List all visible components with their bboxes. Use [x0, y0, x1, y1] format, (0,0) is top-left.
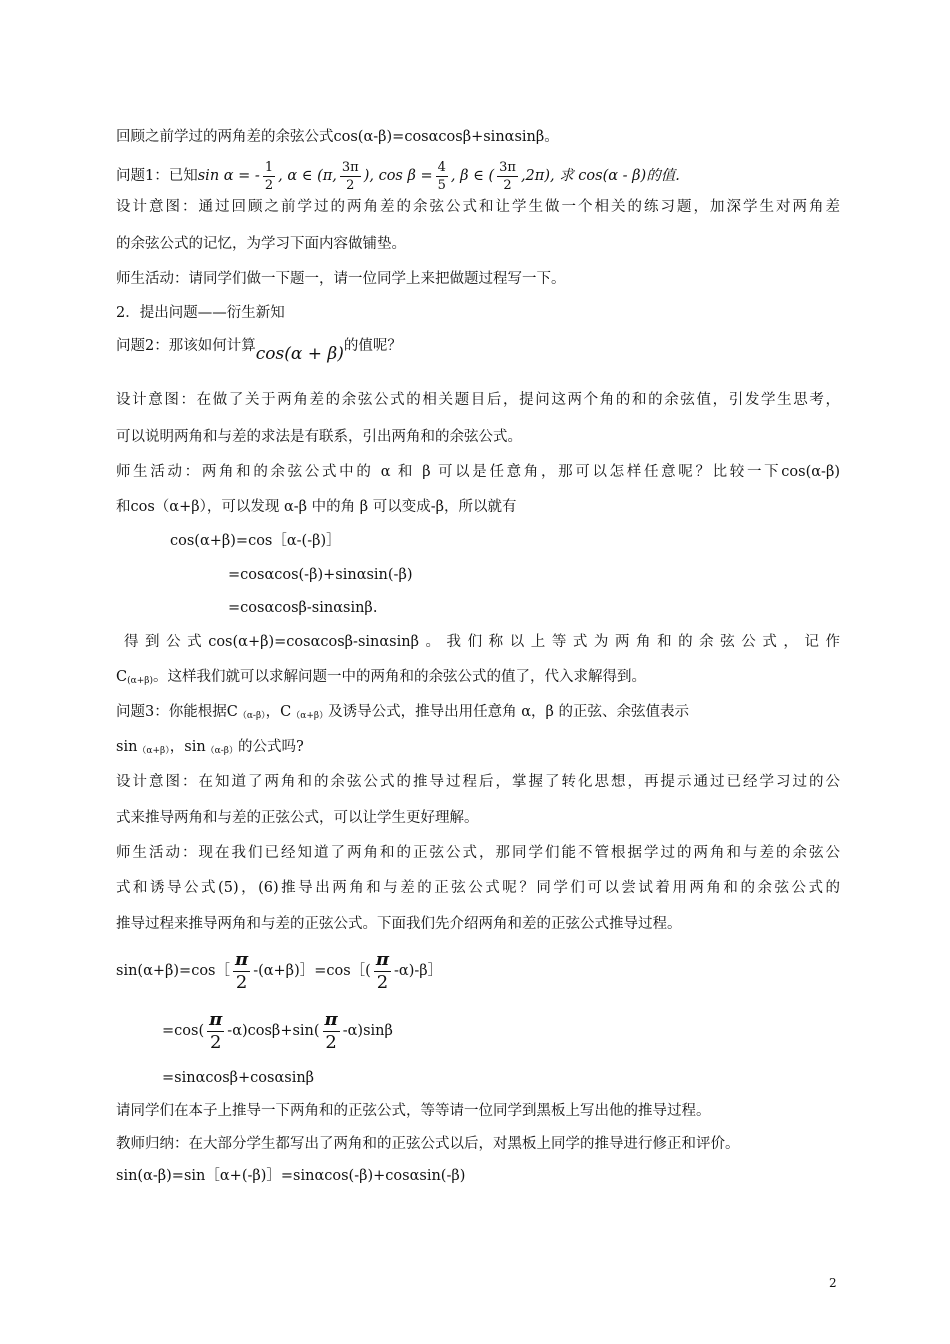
notation-text: 。这样我们就可以求解问题一中的两角和的余弦公式的值了，代入求解得到。: [152, 669, 646, 685]
fraction-pi-2: [233, 948, 250, 993]
fraction-denominator: 2: [325, 1031, 337, 1053]
activity-2a: 师生活动：两角和的余弦公式中的 α 和 β 可以是任意角，那可以怎样任意呢？比较一下cos(α-β): [116, 464, 840, 480]
fraction-denominator: 5: [437, 177, 446, 193]
d2-text-a: =cos(: [162, 1023, 205, 1039]
fraction-pi-2-c: [207, 1008, 224, 1053]
fraction-pi-2-b: [374, 948, 391, 993]
activity-3a: 师生活动：现在我们已经知道了两角和的正弦公式，那同学们能不管根据学过的两角和与差的余弦公: [116, 845, 840, 861]
d1-text-a: sin(α+β)=cos［: [116, 963, 230, 979]
fraction-numerator: 4: [437, 159, 446, 175]
q3b-text-c: 的公式吗?: [238, 739, 304, 755]
fraction-1-2: [263, 161, 275, 192]
fraction-denominator: 2: [264, 177, 274, 193]
fraction-numerator: 3π: [341, 159, 359, 175]
q3b-subscript-1: （α+β）: [137, 746, 170, 756]
fraction-denominator: 2: [503, 177, 512, 193]
q3-subscript-2: （α+β）: [291, 711, 329, 721]
d1-text-b: -(α+β)］=cos［(: [253, 963, 371, 979]
q1-beta-range-b: ,2π), 求 cos(α - β)的值.: [520, 168, 680, 184]
fraction-numerator: π: [235, 948, 249, 970]
fraction-numerator: π: [209, 1008, 223, 1030]
activity-3b: 式和诱导公式(5)，(6)推导出两角和与差的正弦公式呢？同学们可以尝试着用两角和的余弦公式的: [116, 880, 840, 896]
fraction-3pi-2: [340, 161, 361, 192]
q3b-subscript-2: （α-β）: [205, 746, 238, 756]
fraction-numerator: π: [324, 1008, 338, 1030]
q2-suffix: 的值呢？: [343, 338, 402, 354]
result-formula-line: 得到公式cos(α+β)=cosαcosβ-sinαsinβ。我们称以上等式为两角和的余弦公式，记作: [124, 634, 840, 650]
design-intent-3b: 式来推导两角和与差的正弦公式，可以让学生更好理解。: [116, 810, 479, 826]
q3-text-b: ，C: [265, 704, 292, 720]
derivation-sin-3: =sinαcosβ+cosαsinβ: [162, 1070, 315, 1086]
design-intent-3a: 设计意图：在知道了两角和的余弦公式的推导过程后，掌握了转化思想，再提示通过已经学习过的公: [116, 774, 840, 790]
design-intent-2a: 设计意图：在做了关于两角差的余弦公式的相关题目后，提问这两个角的和的余弦值，引发学生思考，: [116, 392, 840, 408]
notation-line: [116, 667, 646, 691]
q2-formula: cos(α + β): [255, 344, 344, 364]
derivation-sin-1: [116, 948, 442, 994]
q1-alpha-range-a: , α ∈ (π,: [278, 168, 337, 184]
fraction-denominator: 2: [376, 971, 389, 993]
question-3b: [116, 737, 304, 761]
teacher-summary: 教师归纳：在大部分学生都写出了两角和的正弦公式以后，对黑板上同学的推导进行修正和评价。: [116, 1136, 740, 1152]
question-2: [116, 332, 402, 364]
d1-text-c: -α)-β］: [394, 963, 443, 979]
q3-text-a: 问题3：你能根据C: [116, 704, 238, 720]
q3-subscript-1: （α-β）: [237, 711, 266, 721]
page-number: 2: [829, 1276, 837, 1290]
question-1: [116, 156, 680, 196]
fraction-numerator: π: [375, 948, 390, 970]
derivation-sin-2: [162, 1008, 393, 1054]
design-intent-1b: 的余弦公式的记忆，为学习下面内容做铺垫。: [116, 236, 406, 252]
q3-text-c: 及诱导公式，推导出用任意角 α，β 的正弦、余弦值表示: [328, 704, 689, 720]
q3b-text-a: sin: [116, 739, 138, 755]
q1-prefix: 问题1：已知: [116, 168, 198, 184]
fraction-denominator: 2: [209, 1031, 222, 1053]
d2-text-b: -α)cosβ+sin(: [227, 1023, 320, 1039]
derivation-cos-2: =cosαcos(-β)+sinαsin(-β): [228, 567, 413, 583]
fraction-denominator: 2: [346, 177, 355, 193]
derivation-cos-3: =cosαcosβ-sinαsinβ.: [228, 600, 378, 616]
d2-text-c: -α)sinβ: [342, 1023, 393, 1039]
activity-3c: 推导过程来推导两角和与差的正弦公式。下面我们先介绍两角和差的正弦公式推导过程。: [116, 916, 682, 932]
activity-2b: 和cos（α+β），可以发现 α-β 中的角 β 可以变成-β，所以就有: [116, 499, 517, 515]
design-intent-2b: 可以说明两角和与差的求法是有联系，引出两角和的余弦公式。: [116, 429, 522, 445]
derivation-cos-1: cos(α+β)=cos［α-(-β)］: [170, 533, 341, 549]
question-3a: [116, 702, 689, 726]
fraction-3pi-2-b: [497, 161, 518, 192]
section-heading-2: 2．提出问题——衍生新知: [116, 305, 285, 321]
fraction-numerator: 3π: [499, 159, 516, 175]
fraction-denominator: 2: [235, 971, 248, 993]
q3b-text-b: ，sin: [169, 739, 206, 755]
fraction-4-5: [436, 161, 448, 192]
design-intent-1a: 设计意图：通过回顾之前学过的两角差的余弦公式和让学生做一个相关的练习题，加深学生对两角差: [116, 199, 840, 215]
derivation-sin-diff: sin(α-β)=sin［α+(-β)］=sinαcos(-β)+cosαsin(-β): [116, 1168, 466, 1184]
instruction-line: 请同学们在本子上推导一下两角和的正弦公式，等等请一位同学到黑板上写出他的推导过程。: [116, 1103, 711, 1119]
q2-prefix: 问题2：那该如何计算: [116, 338, 256, 354]
review-line: 回顾之前学过的两角差的余弦公式cos(α-β)=cosαcosβ+sinαsinβ。: [116, 129, 559, 145]
notation-subscript: (α+β): [127, 676, 153, 686]
q1-alpha-range-b: ), cos β =: [363, 168, 433, 184]
fraction-pi-2-d: [323, 1008, 340, 1053]
notation-c: C: [116, 669, 128, 685]
q1-beta-range-a: , β ∈ (: [450, 168, 495, 184]
activity-1: 师生活动：请同学们做一下题一，请一位同学上来把做题过程写一下。: [116, 271, 566, 287]
fraction-numerator: 1: [264, 159, 274, 175]
q1-sin-alpha: sin α = -: [197, 168, 260, 184]
